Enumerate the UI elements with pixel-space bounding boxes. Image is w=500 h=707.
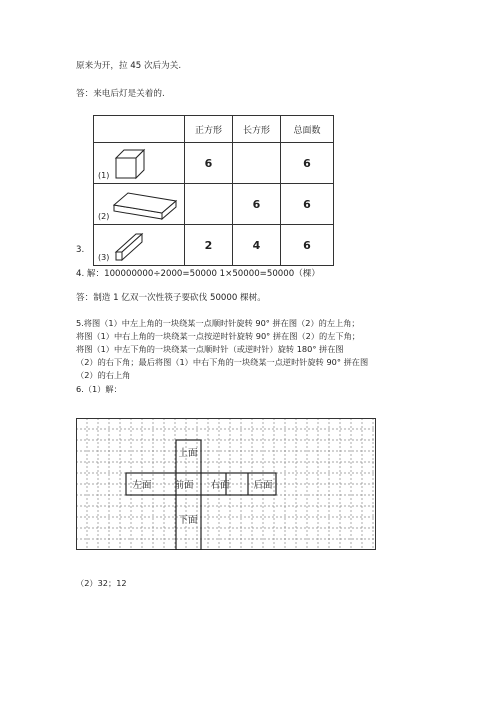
figure-cell <box>94 143 185 184</box>
figure-label: (2) <box>98 212 110 221</box>
face-right-label: 右面 <box>210 480 230 491</box>
table-row <box>94 143 334 184</box>
square-count <box>185 184 233 225</box>
total-count: 6 <box>281 225 334 266</box>
cube-icon <box>112 146 152 180</box>
question-5-line-2: 将图（1）中右上角的一块绕某一点按逆时针旋转 90° 拼在图（2）的左下角； <box>76 331 360 341</box>
face-front-label: 前面 <box>174 480 194 491</box>
header-cell-figure <box>94 116 185 143</box>
figure-cell <box>94 225 185 266</box>
question-5-line-3: 将图（1）中左下角的一块绕某一点顺时针（或逆时针）旋转 180° 拼在图 <box>76 344 344 354</box>
header-cell-rectangle: 长方形 <box>233 116 281 143</box>
header-cell-square: 正方形 <box>185 116 233 143</box>
question-6-label: 6.（1）解： <box>76 384 122 394</box>
face-left-label: 左面 <box>132 480 152 491</box>
question-6-part-2: （2）32；12 <box>76 578 127 588</box>
figure-cell <box>94 184 185 225</box>
text-line-2: 答：来电后灯是关着的. <box>76 89 165 99</box>
rect-count: 6 <box>233 184 281 225</box>
question-4-answer: 答：制造 1 亿双一次性筷子要砍伐 50000 棵树。 <box>76 293 266 303</box>
text-line-1: 原来为开，拉 45 次后为关. <box>76 61 182 71</box>
header-cell-total: 总面数 <box>281 116 334 143</box>
total-count: 6 <box>281 184 334 225</box>
flat-box-icon <box>112 187 180 221</box>
long-prism-icon <box>112 228 152 262</box>
table-header-row <box>94 116 334 143</box>
table-row <box>94 184 334 225</box>
figure-label: (3) <box>98 253 110 262</box>
table-row <box>94 225 334 266</box>
cube-net-grid <box>76 418 376 553</box>
question-4-solution: 4. 解：100000000÷2000=50000 1×50000=50000（棵） <box>76 269 320 279</box>
question-5-line-4: （2）的右下角；最后将图（1）中右下角的一块绕某一点逆时针旋转 90° 拼在图 <box>76 357 369 367</box>
square-count: 2 <box>185 225 233 266</box>
question-5-line-1: 5.将图（1）中左上角的一块绕某一点顺时针旋转 90° 拼在图（2）的左上角； <box>76 318 360 328</box>
question-5-line-5: （2）的右上角 <box>76 370 131 380</box>
square-count: 6 <box>185 143 233 184</box>
figure-label: (1) <box>98 171 110 180</box>
rect-count <box>233 143 281 184</box>
face-back-label: 后面 <box>253 480 273 491</box>
total-count: 6 <box>281 143 334 184</box>
face-top-label: 上面 <box>178 448 198 459</box>
rect-count: 4 <box>233 225 281 266</box>
shape-faces-table <box>93 115 334 266</box>
cube-net-diagram <box>76 418 376 550</box>
question-3-number: 3. <box>76 245 85 255</box>
face-bottom-label: 下面 <box>178 515 198 526</box>
